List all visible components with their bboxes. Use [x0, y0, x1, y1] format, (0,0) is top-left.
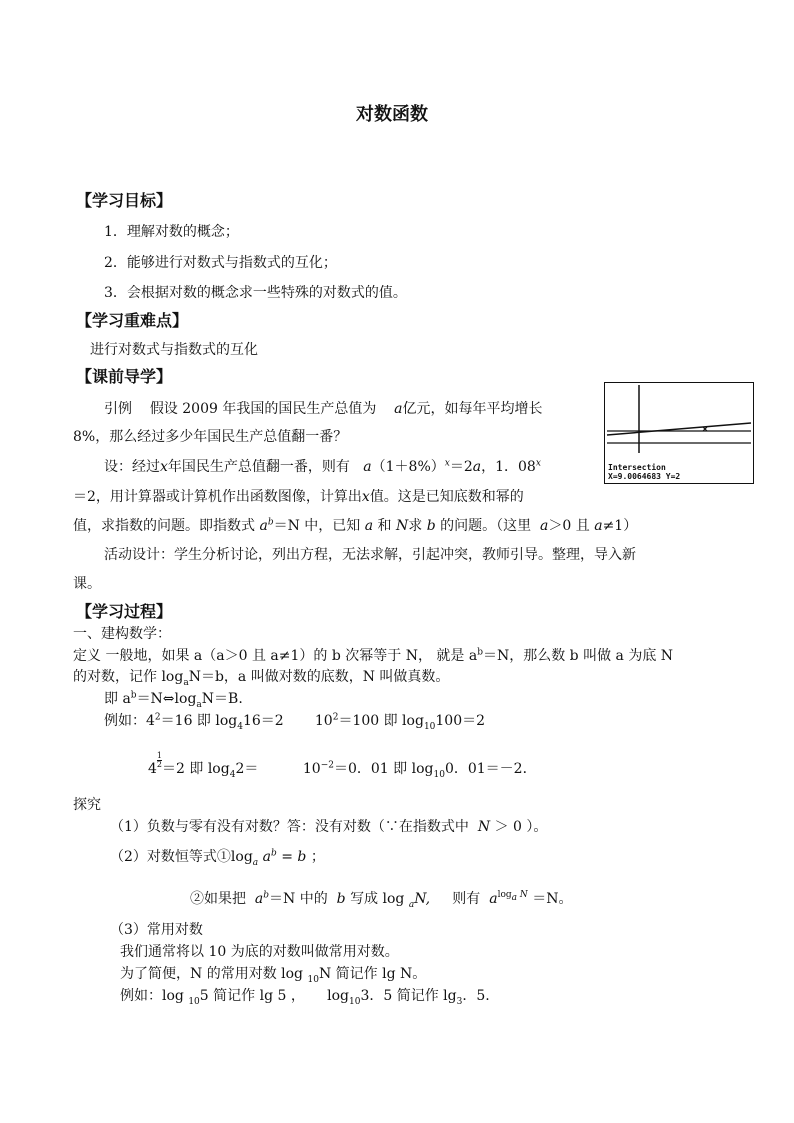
- example-line-1: 例如：$4^2=16$ 即 $\log_416=2$ $10^2=100$ 即 $\log_{10}100=2$: [104, 712, 486, 732]
- explore-q2: （2）对数恒等式$①\log_a$ $a^b = b$ ；: [110, 848, 325, 868]
- keypoints-heading: 【学习重难点】: [76, 311, 189, 330]
- objective-item: 1．理解对数的概念；: [104, 224, 239, 240]
- calculator-graph-figure: [604, 382, 754, 484]
- common-log-heading: （3）常用对数: [110, 922, 203, 938]
- fraction-exponent: $\frac{1}{2}$: [156, 751, 163, 769]
- common-log-line-3: 例如：log $_{10}$5 简记作 lg 5 ， $\log_{10}3$．5 简记作 $\lg_3$．5.: [120, 988, 490, 1007]
- explore-heading: 探究: [73, 797, 101, 813]
- explore-q2b: ②如果把 $a^b=N$ 中的 b 写成 log $_a$N, 则有 $a^{log_a N} =N$。: [190, 890, 573, 910]
- example-line-2: 4 $\frac{1}{2}$ ＝2 即 $\log_42=$ $10^{-2}=0$．01 即 $\log_{10}0$．01＝－2．: [148, 751, 537, 780]
- common-log-line-2: 为了简便，N 的常用对数 log $_{10}$N 简记作 lg N。: [120, 966, 427, 985]
- exponential-curve: [607, 423, 751, 435]
- objective-item: 2．能够进行对数式与指数式的互化；: [104, 255, 337, 271]
- common-log-line-1: 我们通常将以 10 为底的对数叫做常用对数。: [120, 944, 399, 960]
- process-heading: 【学习过程】: [76, 602, 173, 621]
- setup-line-3: ＝2，用计算器或计算机作出函数图像，计算出x值。这是已知底数和幂的: [73, 489, 524, 505]
- calc-label: Intersection: [608, 463, 666, 472]
- keypoints-text: 进行对数式与指数式的互化: [90, 342, 258, 358]
- definition-line-2: 的对数，记作 $\log_aN=b$，a 叫做对数的底数，N 叫做真数。: [73, 669, 450, 688]
- objectives-heading: 【学习目标】: [76, 191, 173, 210]
- intersection-marker-icon: [703, 427, 707, 431]
- setup-line: 设：经过x年国民生产总值翻一番，则有 $a(1+8\%)^x=2a$，1．08$^x$: [104, 458, 541, 475]
- preview-heading: 【课前导学】: [76, 367, 173, 386]
- explore-q1: （1）负数与零有没有对数？答：没有对数（∵在指数式中 N ＞ 0 ）。: [110, 819, 548, 835]
- calc-readout: X=9.0064683 Y=2: [608, 472, 681, 481]
- definition-line-1: 定义 一般地，如果 a（a＞0 且 a≠1）的 b 次幂等于 N， 就是 $a^b=N$，那么数 b 叫做 a 为底 N: [73, 647, 674, 664]
- process-sub1: 一、建构数学：: [73, 626, 171, 642]
- intro-line-1: 引例 假设 2009 年我国的国民生产总值为 a亿元，如每年平均增长: [104, 401, 543, 417]
- activity-line-1: 活动设计：学生分析讨论，列出方程，无法求解，引起冲突，教师引导。整理，导入新: [104, 547, 636, 563]
- page-title: 对数函数: [356, 104, 428, 125]
- equivalence-line: 即 $a^b=N\Leftrightarrow\log_aN=B$.: [104, 690, 243, 710]
- objective-item: 3．会根据对数的概念求一些特殊的对数式的值。: [104, 285, 407, 301]
- intro-line-2: 8%，那么经过多少年国民生产总值翻一番？: [73, 429, 348, 445]
- activity-line-2: 课。: [73, 576, 101, 592]
- setup-line-4: 值，求指数的问题。即指数式 $a^b=N$ 中，已知 a 和 N求 b 的问题。（这里 a＞0 且 a≠1）: [73, 517, 638, 534]
